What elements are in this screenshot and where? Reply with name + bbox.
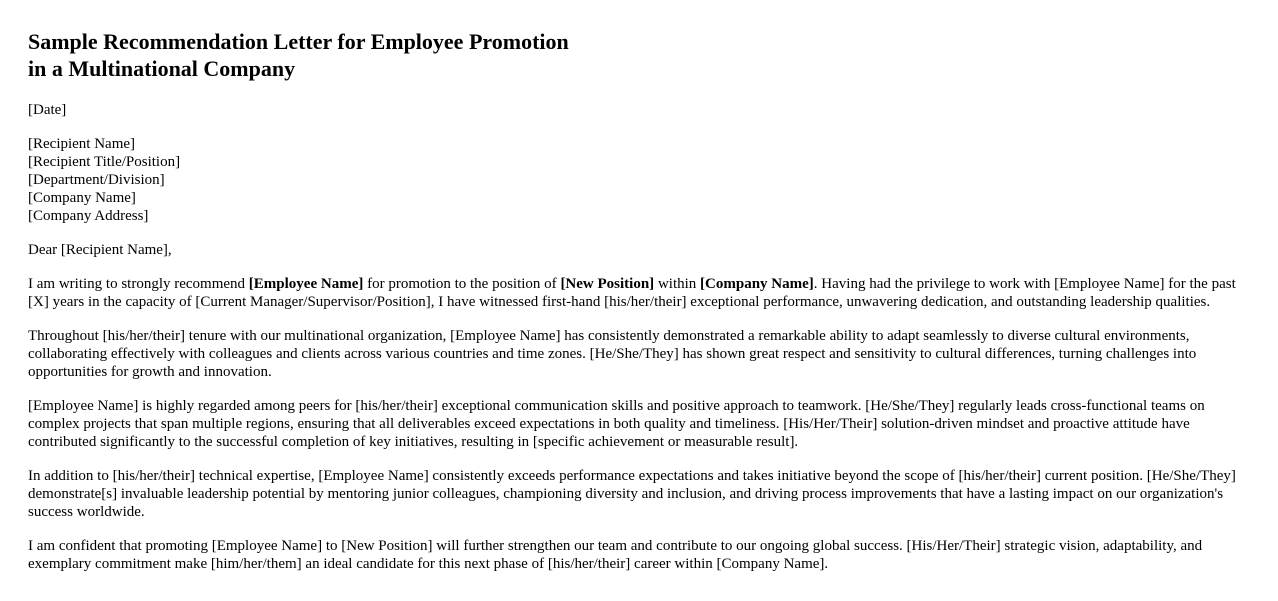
paragraph-1-text-1: I am writing to strongly recommend [28, 276, 249, 292]
paragraph-4: In addition to [his/her/their] technical expertise, [Employee Name] consistently exceeds performance expectations and takes initiative beyond the scope of [his/her/their] current position. [He/She/They] demonstrate[s] invaluable leadership potential by mentoring junior colleagues, championing diversity and inclusion, and driving process improvements that have a lasting impact on our organization's success worldwide. [28, 468, 1236, 520]
new-position-bold: [New Position] [560, 276, 655, 292]
paragraph-1-text-4: . Having had the privilege to work with [Employee Name] for the past [X] years in the capacity of [Current Manager/Supervisor/Position], I have witnessed first-hand [his/her/their] exceptional performance, unwavering dedication, and outstanding leadership qualities. [28, 276, 1236, 310]
paragraph-2: Throughout [his/her/their] tenure with our multinational organization, [Employee Name] has consistently demonstrated a remarkable ability to adapt seamlessly to diverse cultural environments, collaborating effectively with colleagues and clients across various countries and time zones. [He/She/They] has shown great respect and sensitivity to cultural differences, turning challenges into opportunities for growth and innovation. [28, 328, 1197, 380]
paragraph-1-text-2: for promotion to the position of [363, 276, 561, 292]
recipient-company: [Company Name] [28, 190, 136, 206]
paragraph-5: I am confident that promoting [Employee Name] to [New Position] will further strengthen our team and contribute to our ongoing global success. [His/Her/Their] strategic vision, adaptability, and exemplary commitment make [him/her/them] an ideal candidate for this next phase of [his/her/their] career within [Company Name]. [28, 538, 1203, 572]
recipient-address-block [28, 135, 1248, 225]
salutation: Dear [Recipient Name], [28, 242, 172, 258]
letter-date: [Date] [28, 102, 67, 118]
recipient-title: [Recipient Title/Position] [28, 154, 181, 170]
recipient-department: [Department/Division] [28, 172, 165, 188]
recipient-address: [Company Address] [28, 208, 149, 224]
company-name-bold: [Company Name] [700, 276, 814, 292]
paragraph-3: [Employee Name] is highly regarded among peers for [his/her/their] exceptional communication skills and positive approach to teamwork. [He/She/They] regularly leads cross-functional teams on complex projects that span multiple regions, ensuring that all deliverables exceed expectations in both quality and timeliness. [His/Her/Their] solution-driven mindset and proactive attitude have contributed significantly to the successful completion of key initiatives, resulting in [specific achievement or measurable result]. [28, 398, 1205, 450]
page-title-line-2: in a Multinational Company [28, 56, 296, 81]
employee-name-bold: [Employee Name] [248, 276, 364, 292]
paragraph-1 [28, 275, 1248, 311]
page-title [28, 28, 668, 82]
recipient-name: [Recipient Name] [28, 136, 136, 152]
page-title-line-1: Sample Recommendation Letter for Employee Promotion [28, 29, 569, 54]
paragraph-1-text-3: within [654, 276, 701, 292]
